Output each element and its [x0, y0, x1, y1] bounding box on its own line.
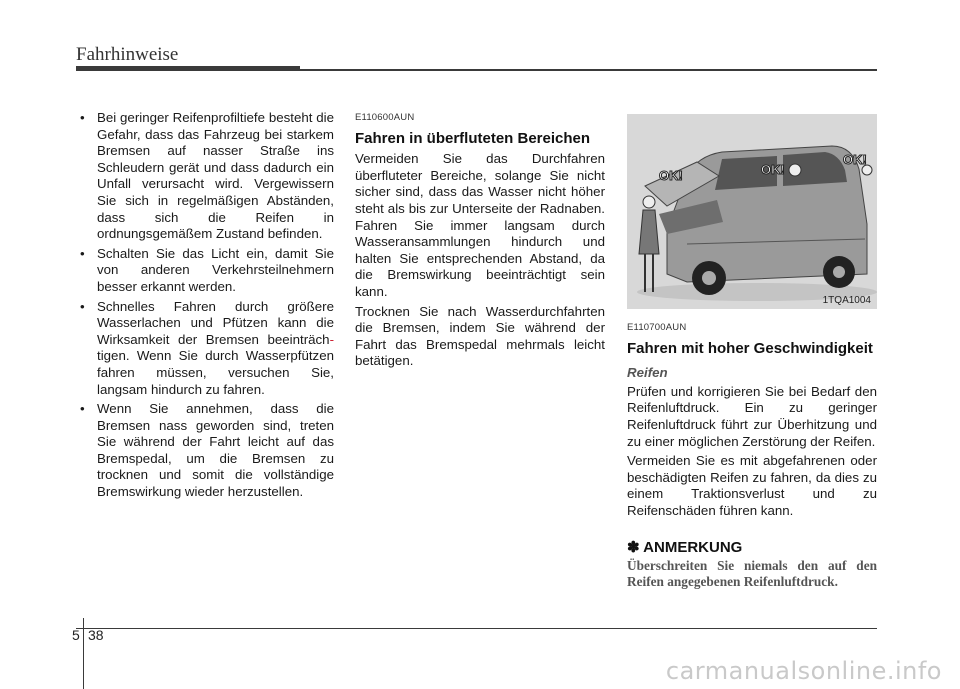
subheading: Reifen: [627, 365, 668, 381]
note-body: Überschreiten Sie niemals den auf den Reifen angegebenen Reifenluftdruck.: [627, 558, 877, 590]
paragraph: Trocknen Sie nach Wasserdurchfahrten die Bremsen, indem Sie während der Fahrt das Bremspedal mehrmals leicht betätigen.: [355, 303, 605, 369]
list-item: • Schalten Sie das Licht ein, damit Sie von anderen Verkehrsteilnehmern besser erkannt werden.: [76, 246, 334, 296]
column-middle: [355, 110, 605, 373]
ok-label: OK!: [843, 152, 867, 167]
page-header-title: Fahrhinweise: [76, 44, 179, 65]
list-item: • Wenn Sie annehmen, dass die Bremsen nass geworden sind, treten Sie während der Fahrt leicht auf das Bremspedal, um die Bremsen zu trocknen und somit die vollständige Bremswirkung wieder herzustellen.: [76, 401, 334, 501]
section-code: E110700AUN: [627, 322, 687, 333]
illustration-car-inspection: [627, 114, 877, 309]
list-item: • Schnelles Fahren durch größere Wasserlachen und Pfützen kann die Wirksamkeit der Bremsen beeinträch-tigen. Wenn Sie durch Wasserpfützen fahren müssen, versuchen Sie, langsam hindurch zu fahren.: [76, 299, 334, 399]
paragraph: Vermeiden Sie das Durchfahren überfluteter Bereiche, solange Sie nicht sicher sind, dass das Wasser nicht höher steht als bis zur Unterseite der Radnaben. Fahren Sie immer langsam durch Wasseransammlungen hindurch und halten Sie entsprechenden Abstand, da die Bremswirkung beeinträchtigt sein kann.: [355, 151, 605, 299]
section-heading: Fahren in überfluteten Bereichen: [355, 129, 591, 147]
footer-divider: [83, 618, 84, 689]
section-heading: Fahren mit hoher Geschwindigkeit: [627, 339, 873, 357]
ok-label: OK!: [761, 162, 785, 177]
bullet-list: [76, 110, 334, 501]
header-rule-thin: [300, 69, 877, 71]
footer-rule: [76, 628, 877, 629]
column-left: [76, 110, 334, 504]
list-item: • Bei geringer Reifenprofiltiefe besteht die Gefahr, dass das Fahrzeug bei starkem Bremsen auf nasser Straße ins Schleudern gerät und dass dadurch ein Unfall verursacht wird. Vergewissern Sie sich in regelmäßigen Abständen, dass sich die Reifen in ordnungsgemäßem Zustand befinden.: [76, 110, 334, 243]
chapter-number: 5: [72, 627, 80, 643]
column-right: [627, 320, 877, 590]
paragraph: Prüfen und korrigieren Sie bei Bedarf den Reifenluftdruck. Ein zu geringer Reifenluftdruck führt zur Überhitzung und zu einer möglichen Zerstörung der Reifen.: [627, 383, 877, 449]
paragraph: Vermeiden Sie es mit abgefahrenen oder beschädigten Reifen zu fahren, da dies zu einem Traktionsverlust und zu Reifenschäden führen kann.: [627, 453, 877, 518]
page-number: 38: [88, 627, 104, 643]
note-title: ✽ ANMERKUNG: [627, 538, 743, 556]
figure-code: 1TQA1004: [822, 295, 871, 306]
section-code: E110600AUN: [355, 112, 415, 123]
car-illustration: [627, 114, 877, 309]
header-rule-thick: [76, 66, 300, 71]
watermark: carmanualsonline.info: [665, 657, 942, 685]
ok-label: OK!: [659, 168, 683, 183]
